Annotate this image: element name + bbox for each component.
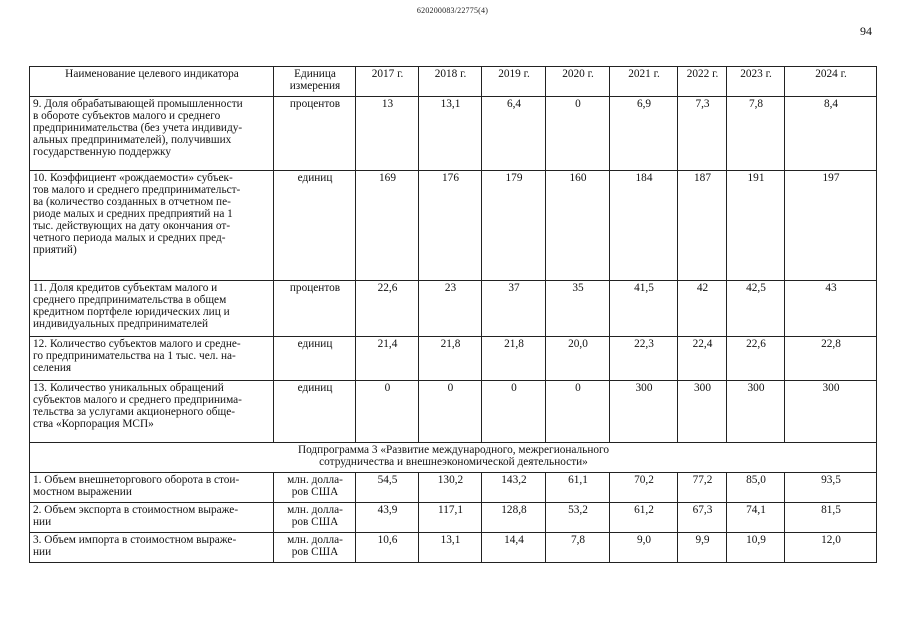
indicator-unit: процентов [274,97,356,171]
indicator-value: 117,1 [419,503,482,533]
table-row [30,381,877,443]
indicator-value: 22,4 [678,337,727,381]
indicator-value: 43,9 [356,503,419,533]
indicator-name: 12. Количество субъектов малого и средне- го предпринимательства на 1 тыс. чел. на- селения [30,337,274,381]
indicator-value: 179 [482,171,546,281]
indicator-value: 169 [356,171,419,281]
indicator-value: 21,4 [356,337,419,381]
indicator-unit: млн. долла- ров США [274,503,356,533]
header-row [30,67,877,97]
indicator-unit: процентов [274,281,356,337]
indicator-value: 53,2 [546,503,610,533]
indicator-value: 176 [419,171,482,281]
indicator-value: 191 [727,171,785,281]
indicator-value: 160 [546,171,610,281]
indicator-value: 14,4 [482,533,546,563]
indicator-value: 13,1 [419,97,482,171]
indicator-value: 93,5 [785,473,877,503]
indicator-value: 9,9 [678,533,727,563]
indicator-value: 85,0 [727,473,785,503]
indicators-table [29,66,877,563]
indicator-value: 43 [785,281,877,337]
indicator-value: 6,9 [610,97,678,171]
indicator-value: 300 [727,381,785,443]
subprogram-title: Подпрограмма 3 «Развитие международного, межрегионального сотрудничества и внешнеэкономической деятельности» [30,443,877,473]
table-row [30,473,877,503]
table-row [30,97,877,171]
indicator-value: 8,4 [785,97,877,171]
indicator-value: 77,2 [678,473,727,503]
indicator-unit: млн. долла- ров США [274,533,356,563]
indicator-unit: млн. долла- ров США [274,473,356,503]
indicator-value: 42,5 [727,281,785,337]
indicator-value: 22,6 [727,337,785,381]
document-code: 620200083/22775(4) [416,6,489,15]
indicator-value: 41,5 [610,281,678,337]
header-year: 2022 г. [678,67,727,97]
indicator-value: 143,2 [482,473,546,503]
header-unit: Единица измерения [274,67,356,97]
indicator-value: 13,1 [419,533,482,563]
table-row [30,171,877,281]
indicator-name: 10. Коэффициент «рождаемости» субъек- тов малого и среднего предпринимательст- ва (количество созданных в отчетном пе- риоде малых и средних предприятий на 1 тыс. действующих на дату окончания от- четного периода малых и средних пред- приятий) [30,171,274,281]
header-year: 2017 г. [356,67,419,97]
indicator-value: 67,3 [678,503,727,533]
indicator-value: 23 [419,281,482,337]
header-year: 2018 г. [419,67,482,97]
indicator-value: 7,8 [546,533,610,563]
header-year: 2024 г. [785,67,877,97]
indicator-value: 12,0 [785,533,877,563]
indicator-unit: единиц [274,171,356,281]
indicator-value: 130,2 [419,473,482,503]
indicator-value: 70,2 [610,473,678,503]
indicator-value: 74,1 [727,503,785,533]
indicator-value: 184 [610,171,678,281]
indicator-value: 300 [678,381,727,443]
indicator-value: 187 [678,171,727,281]
indicator-value: 7,3 [678,97,727,171]
table-row [30,337,877,381]
indicator-value: 10,9 [727,533,785,563]
indicator-value: 300 [610,381,678,443]
indicator-value: 0 [419,381,482,443]
indicator-value: 22,8 [785,337,877,381]
indicator-value: 197 [785,171,877,281]
indicator-value: 35 [546,281,610,337]
indicator-unit: единиц [274,337,356,381]
table-row [30,281,877,337]
indicator-value: 37 [482,281,546,337]
indicator-value: 22,3 [610,337,678,381]
indicator-value: 6,4 [482,97,546,171]
header-year: 2021 г. [610,67,678,97]
indicator-value: 0 [546,381,610,443]
indicator-value: 54,5 [356,473,419,503]
indicator-value: 7,8 [727,97,785,171]
header-year: 2023 г. [727,67,785,97]
indicator-name: 11. Доля кредитов субъектам малого и среднего предпринимательства в общем кредитном портфеле юридических лиц и индивидуальных предпринимателей [30,281,274,337]
indicator-name: 3. Объем импорта в стоимостном выраже- нии [30,533,274,563]
indicator-value: 300 [785,381,877,443]
indicator-value: 128,8 [482,503,546,533]
header-name: Наименование целевого индикатора [30,67,274,97]
indicator-value: 42 [678,281,727,337]
indicator-value: 0 [356,381,419,443]
indicator-value: 13 [356,97,419,171]
indicator-name: 1. Объем внешнеторгового оборота в стои- мостном выражении [30,473,274,503]
indicator-name: 9. Доля обрабатывающей промышленности в обороте субъектов малого и среднего предпринимательства (без учета индивиду- альных предпринимателей), получивших государственную поддержку [30,97,274,171]
indicator-value: 0 [546,97,610,171]
indicator-value: 21,8 [482,337,546,381]
page-number: 94 [860,24,872,38]
indicator-value: 20,0 [546,337,610,381]
indicator-value: 81,5 [785,503,877,533]
indicator-value: 61,1 [546,473,610,503]
indicator-value: 21,8 [419,337,482,381]
header-year: 2019 г. [482,67,546,97]
indicator-value: 61,2 [610,503,678,533]
table-row [30,533,877,563]
indicator-name: 13. Количество уникальных обращений субъектов малого и среднего предпринима- тельства за услугами акционерного обще- ства «Корпорация МСП» [30,381,274,443]
header-year: 2020 г. [546,67,610,97]
indicator-unit: единиц [274,381,356,443]
indicator-value: 0 [482,381,546,443]
indicator-value: 22,6 [356,281,419,337]
subprogram-row [30,443,877,473]
indicator-name: 2. Объем экспорта в стоимостном выраже- нии [30,503,274,533]
table-row [30,503,877,533]
indicator-value: 9,0 [610,533,678,563]
indicator-value: 10,6 [356,533,419,563]
